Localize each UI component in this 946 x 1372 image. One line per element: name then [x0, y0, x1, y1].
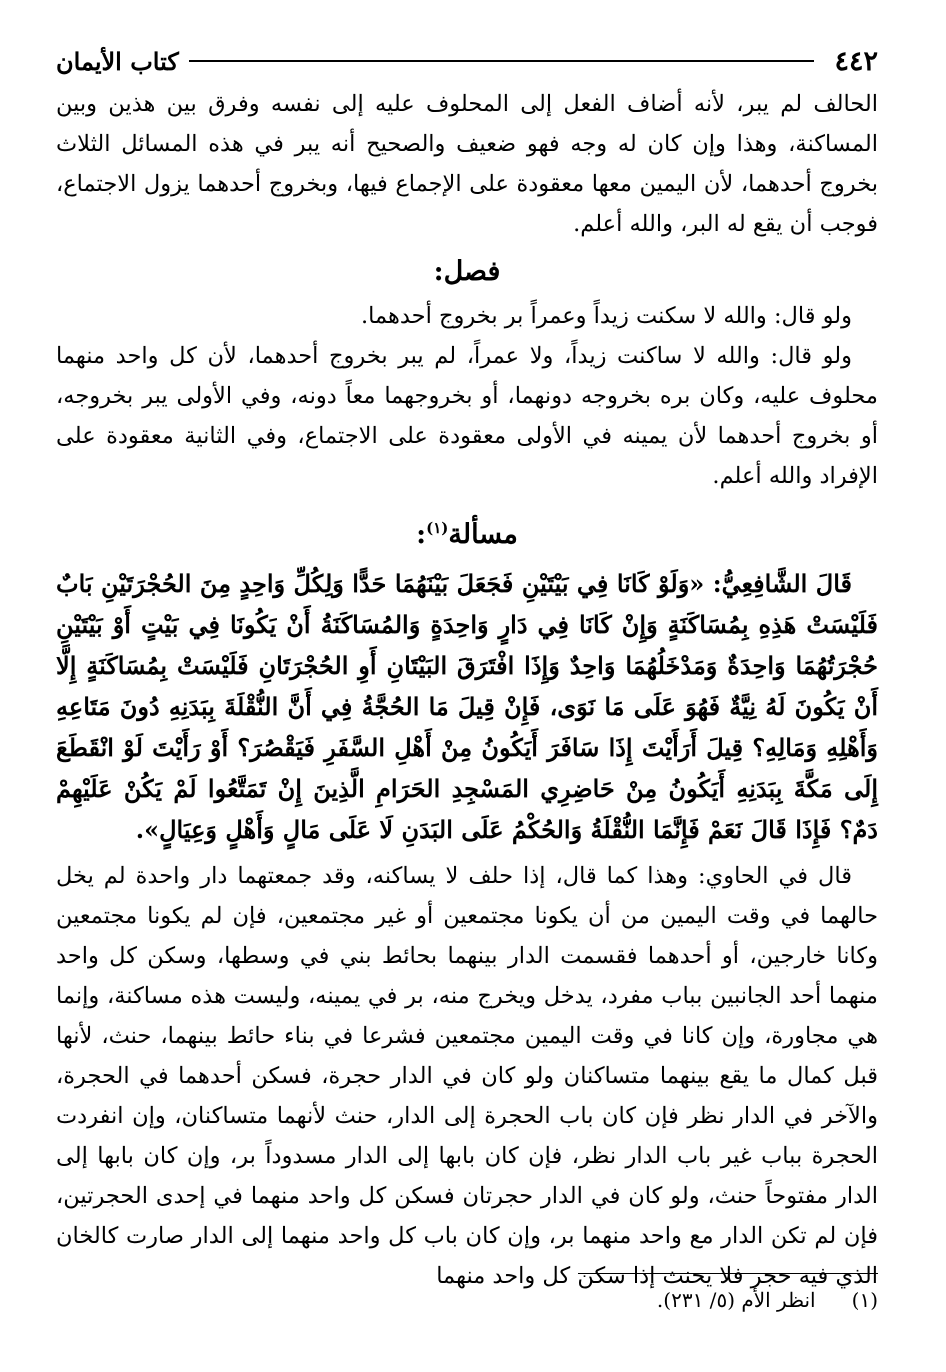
page-number: ٤٤٢: [834, 45, 878, 77]
footnote-text: انظر الأم (٥/ ٢٣١).: [656, 1288, 816, 1312]
shafii-quote: قَالَ الشَّافِعِيُّ: «وَلَوْ كَانَا فِي بَيْتَيْنِ فَجَعَلَ بَيْنَهُمَا حَدًّا وَلِكُلِّ وَاحِدٍ مِنَ الحُجْرَتَيْنِ بَابٌ فَلَيْسَتْ هَذِهِ بِمُسَاكَنَةٍ وَإِنْ كَانَا فِي دَارٍ وَاحِدَةٍ وَالمُسَاكَنَةُ أَنْ يَكُونَا فِي بَيْتٍ أَوْ بَيْتَيْنِ حُجْرَتُهُمَا وَاحِدَةٌ وَمَدْخَلُهُمَا وَاحِدٌ وَإِذَا افْتَرَقَ البَيْتَانِ أَوِ الحُجْرَتَانِ فَلَيْسَتْ بِمُسَاكَنَةٍ إِلَّا أَنْ يَكُونَ لَهُ نِيَّةٌ فَهُوَ عَلَى مَا نَوَى، فَإِنْ قِيلَ مَا الحُجَّةُ فِي أَنَّ النُّقْلَةَ بِبَدَنِهِ دُونَ مَتَاعِهِ وَأَهْلِهِ وَمَالِهِ؟ قِيلَ أَرَأَيْتَ إِذَا سَافَرَ أَيَكُونُ مِنْ أَهْلِ السَّفَرِ فَيَقْصُرَ؟ أَوْ رَأَيْتَ لَوْ انْقَطَعَ إِلَى مَكَّةَ بِبَدَنِهِ أَيَكُونُ مِنْ حَاضِرِي المَسْجِدِ الحَرَامِ الَّذِينَ إِنْ تَمَتَّعُوا لَمْ يَكُنْ عَلَيْهِمْ دَمٌ؟ فَإِذَا قَالَ نَعَمْ فَإِنَّمَا النُّقْلَةُ وَالحُكْمُ عَلَى البَدَنِ لَا عَلَى مَالٍ وَأَهْلٍ وَعِيَالٍ».: [56, 569, 878, 844]
fasl-paragraph-1: ولو قال: والله لا سكنت زيداً وعمراً بر بخروج أحدهما.: [360, 303, 852, 329]
page-header: [56, 38, 878, 84]
issue-heading-text: مسألة: [448, 519, 518, 550]
footnote: [657, 1285, 878, 1315]
hawi-paragraph: قال في الحاوي: وهذا كما قال، إذا حلف لا يساكنه، وقد جمعتهما دار واحدة لم يخل حالهما في وقت اليمين من أن يكونا مجتمعين أو غير مجتمعين، فإن لم يكونا مجتمعين وكانا خارجين، أو أحدهما فقسمت الدار بينهما بحائط بني في وسطها، وسكن كل واحد منهما أحد الجانبين بباب مفرد، يدخل ويخرج منه، بر في يمينه، وليست هذه مساكنة، وإنما هي مجاورة، وإن كانا في وقت اليمين مجتمعين فشرعا في بناء حائط بينهما، حنث، لأنها قبل كمال ما يقع بينهما متساكنان ولو كان في الدار حجرة، فسكن أحدهما في الحجرة، والآخر في الدار نظر فإن كان باب الحجرة إلى الدار، حنث لأنهما متساكنان، وإن انفردت الحجرة بباب غير باب الدار نظر، فإن كان بابها إلى الدار مسدوداً بر، وإن كان بابها إلى الدار مفتوحاً حنث، ولو كان في الدار حجرتان فسكن كل واحد منهما في إحدى الحجرتين، فإن لم تكن الدار مع واحد منهما بر، وإن كان باب كل واحد منهما إلى الدار صارت كالخان الذي فيه حجر فلا يحنث إذا سكن كل واحد منهما: [56, 863, 878, 1289]
fasl-paragraph-2: ولو قال: والله لا ساكنت زيداً، ولا عمراً، لم يبر بخروج أحدهما، لأن كل واحد منهما محلوف عليه، وكان بره بخروجه دونهما، أو بخروجهما معاً دونه، وفي الأولى يبر بخروجه، أو بخروج أحدهما لأن يمينه في الأولى معقودة على الاجتماع، وفي الثانية معقودة على الإفراد والله أعلم.: [56, 343, 878, 489]
footnote-reference[interactable]: (١): [426, 519, 449, 537]
footnote-separator: [578, 1273, 878, 1274]
fasl-heading: فصل:: [433, 256, 501, 287]
header-rule: [189, 60, 815, 62]
issue-heading: [56, 506, 878, 557]
intro-paragraph: الحالف لم يبر، لأنه أضاف الفعل إلى المحلوف عليه إلى نفسه وفرق بين هذين وبين المساكنة، وهذا وإن كان له وجه فهو ضعيف والصحيح أنه يبر في هذه المسائل الثلاث بخروج أحدهما، لأن اليمين معها معقودة على الإجماع فيها، وبخروج أحدهما يزول الاجتماع، فوجب أن يقع له البر، والله أعلم.: [56, 91, 878, 237]
page: [56, 38, 878, 1312]
running-title: كتاب الأيمان: [56, 46, 179, 76]
footnote-marker: (١): [851, 1288, 878, 1312]
issue-heading-colon: :: [416, 519, 427, 550]
